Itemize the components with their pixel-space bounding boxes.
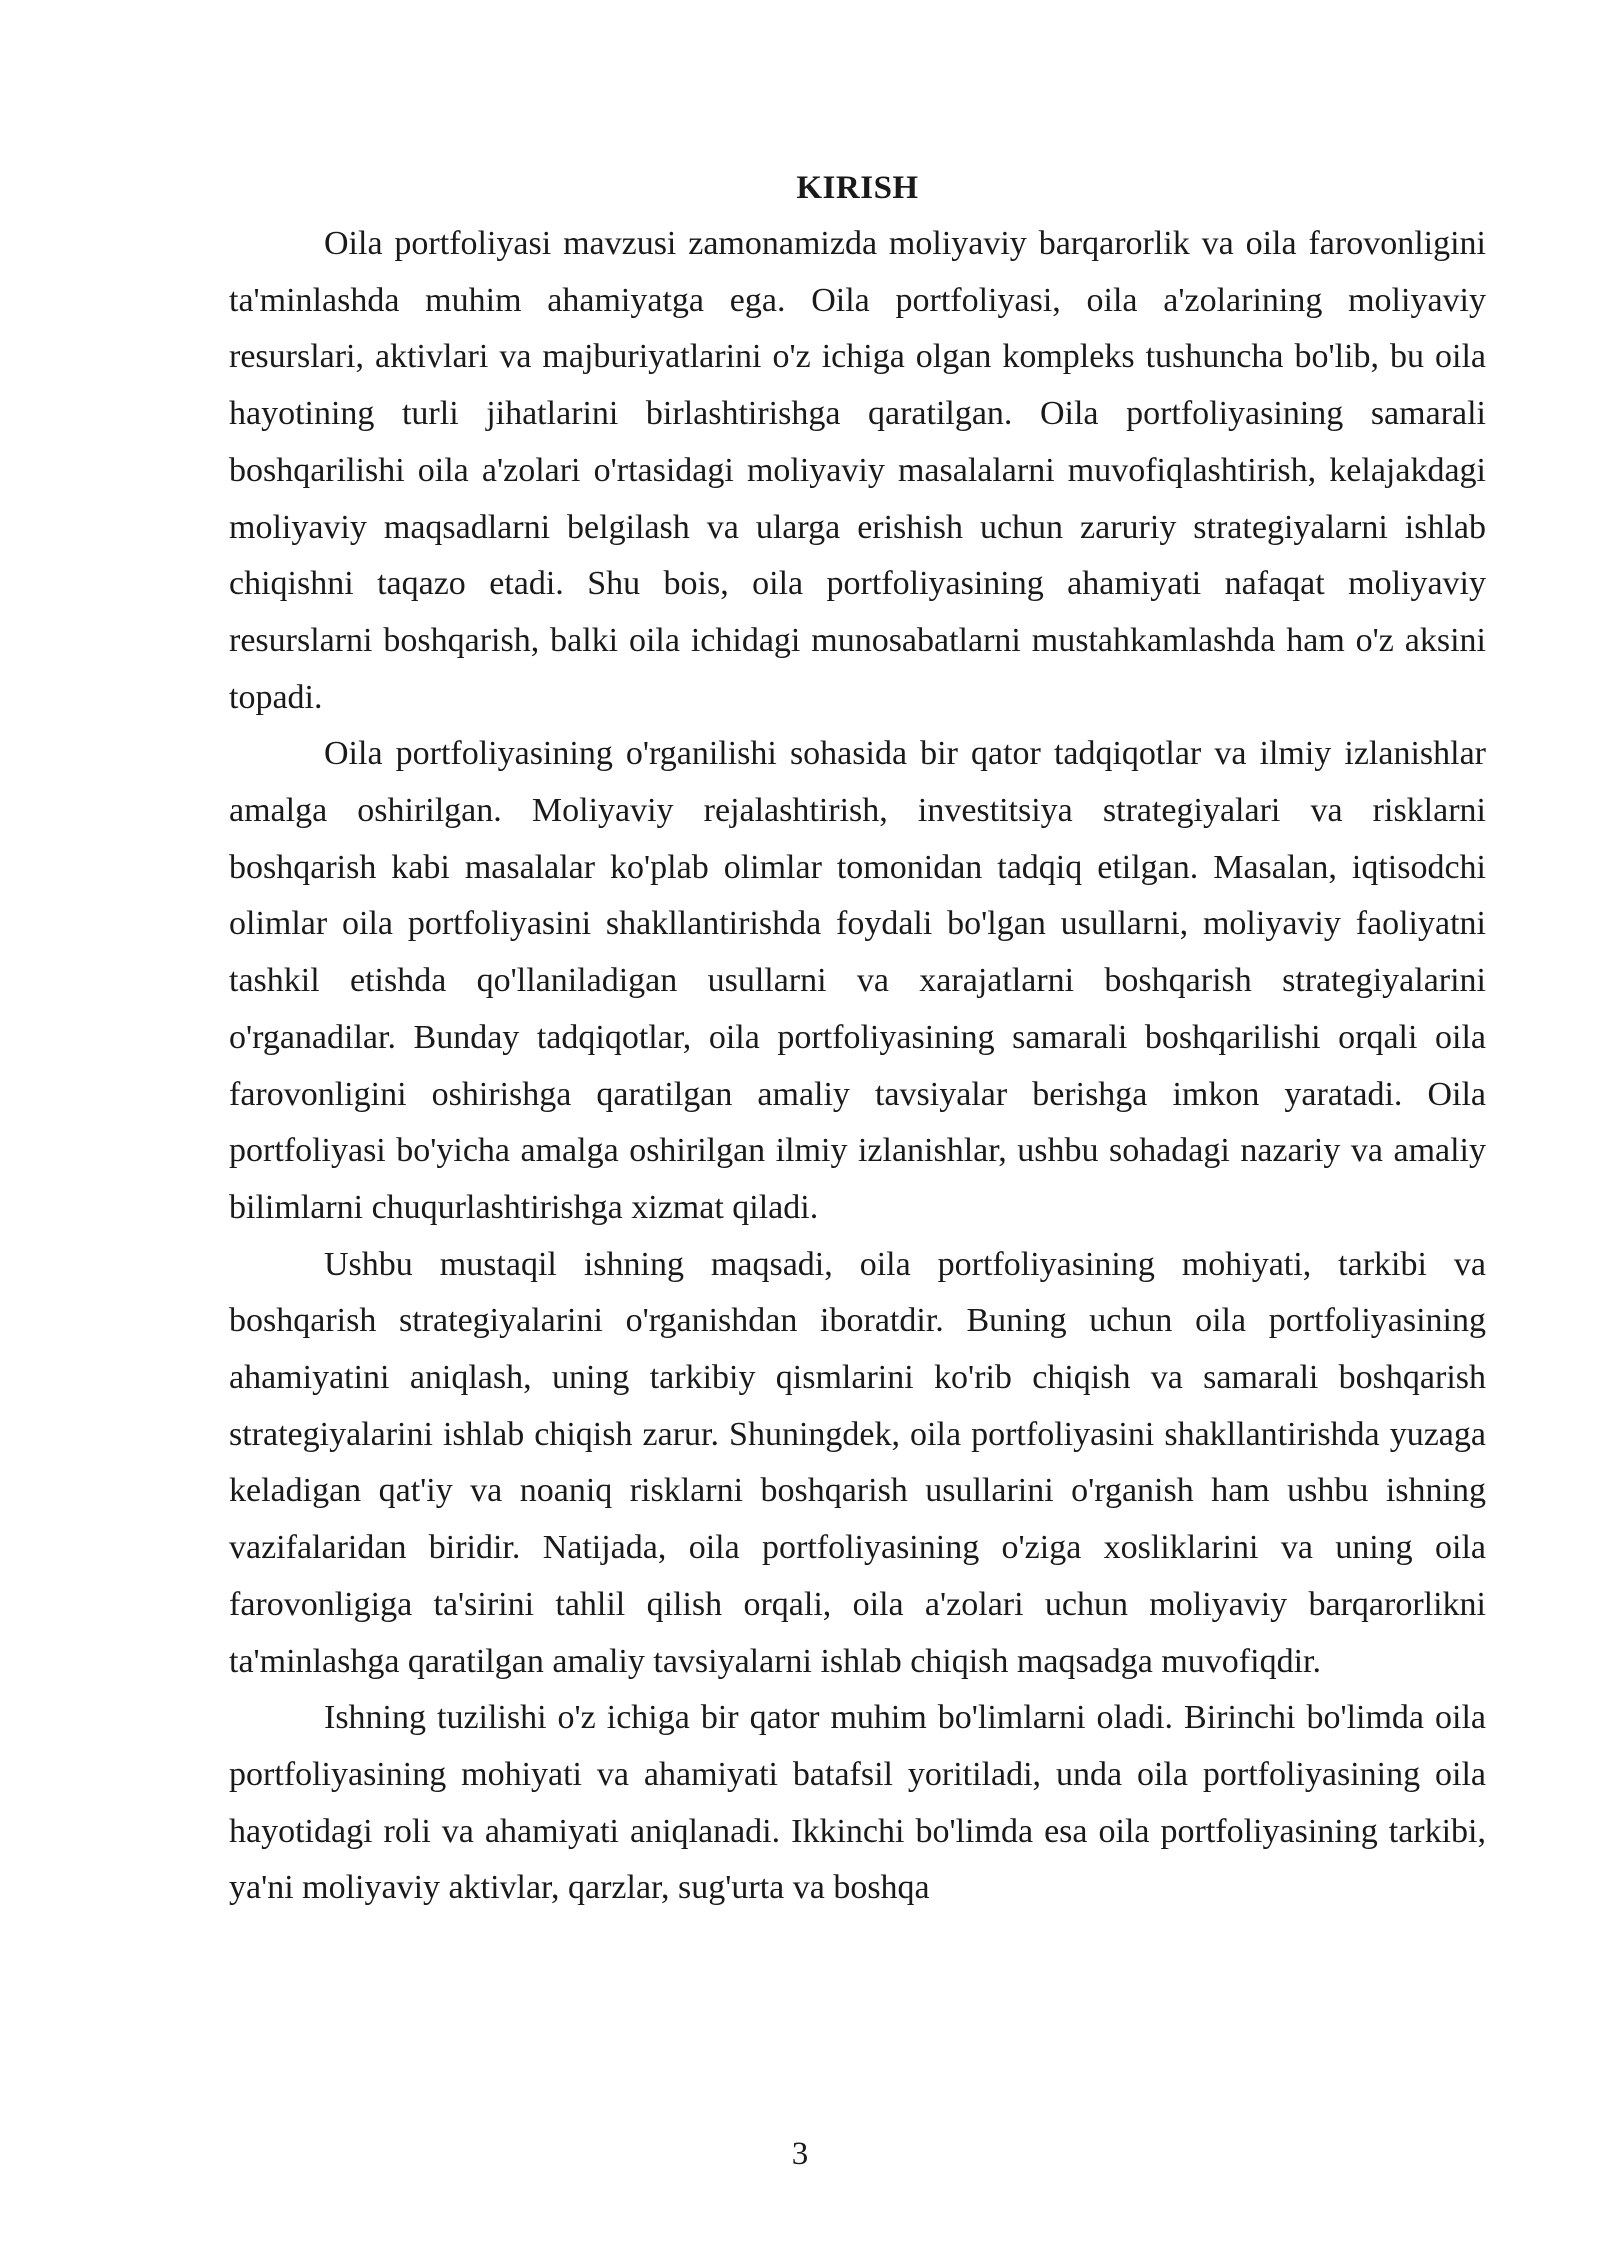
paragraph-3: Ushbu mustaqil ishning maqsadi, oila portfoliyasining mohiyati, tarkibi va boshqarish strategiyalarini o'rganishdan iboratdir. Buning uchun oila portfoliyasining ahamiyatini aniqlash, uning tarkibiy qismlarini ko'rib chiqish va samarali boshqarish strategiyalarini ishlab chiqish zarur. Shuningdek, oila portfoliyasini shakllantirishda yuzaga keladigan qat'iy va noaniq risklarni boshqarish usullarini o'rganish ham ushbu ishning vazifalaridan biridir. Natijada, oila portfoliyasining o'ziga xosliklarini va uning oila farovonligiga ta'sirini tahlil qilish orqali, oila a'zolari uchun moliyaviy barqarorlikni ta'minlashga qaratilgan amaliy tavsiyalarni ishlab chiqish maqsadga muvofiqdir. (229, 1245, 1486, 1680)
paragraph-2: Oila portfoliyasining o'rganilishi sohasida bir qator tadqiqotlar va ilmiy izlanishlar amalga oshirilgan. Moliyaviy rejalashtirish, investitsiya strategiyalari va risklarni boshqarish kabi masalalar ko'plab olimlar tomonidan tadqiq etilgan. Masalan, iqtisodchi olimlar oila portfoliyasini shakllantirishda foydali bo'lgan usullarni, moliyaviy faoliyatni tashkil etishda qo'llaniladigan usullarni va xarajatlarni boshqarish strategiyalarini o'rganadilar. Bunday tadqiqotlar, oila portfoliyasining samarali boshqarilishi orqali oila farovonligini oshirishga qaratilgan amaliy tavsiyalar berishga imkon yaratadi. Oila portfoliyasi bo'yicha amalga oshirilgan ilmiy izlanishlar, ushbu sohadagi nazariy va amaliy bilimlarni chuqurlashtirishga xizmat qiladi. (229, 735, 1486, 1226)
page-number: 3 (791, 2136, 809, 2172)
page-content (229, 160, 1486, 1917)
paragraph-1: Oila portfoliyasi mavzusi zamonamizda moliyaviy barqarorlik va oila farovonligini ta'minlashda muhim ahamiyatga ega. Oila portfoliyasi, oila a'zolarining moliyaviy resurslari, aktivlari va majburiyatlarini o'z ichiga olgan kompleks tushuncha bo'lib, bu oila hayotining turli jihatlarini birlashtirishga qaratilgan. Oila portfoliyasining samarali boshqarilishi oila a'zolari o'rtasidagi moliyaviy masalalarni muvofiqlashtirish, kelajakdagi moliyaviy maqsadlarni belgilash va ularga erishish uchun zaruriy strategiyalarni ishlab chiqishni taqazo etadi. Shu bois, oila portfoliyasining ahamiyati nafaqat moliyaviy resurslarni boshqarish, balki oila ichidagi munosabatlarni mustahkamlashda ham o'z aksini topadi. (229, 225, 1486, 716)
paragraph-4: Ishning tuzilishi o'z ichiga bir qator muhim bo'limlarni oladi. Birinchi bo'limda oila portfoliyasining mohiyati va ahamiyati batafsil yoritiladi, unda oila portfoliyasining oila hayotidagi roli va ahamiyati aniqlanadi. Ikkinchi bo'limda esa oila portfoliyasining tarkibi, ya'ni moliyaviy aktivlar, qarzlar, sug'urta va boshqa (229, 1699, 1486, 1907)
section-title: KIRISH (796, 170, 919, 206)
